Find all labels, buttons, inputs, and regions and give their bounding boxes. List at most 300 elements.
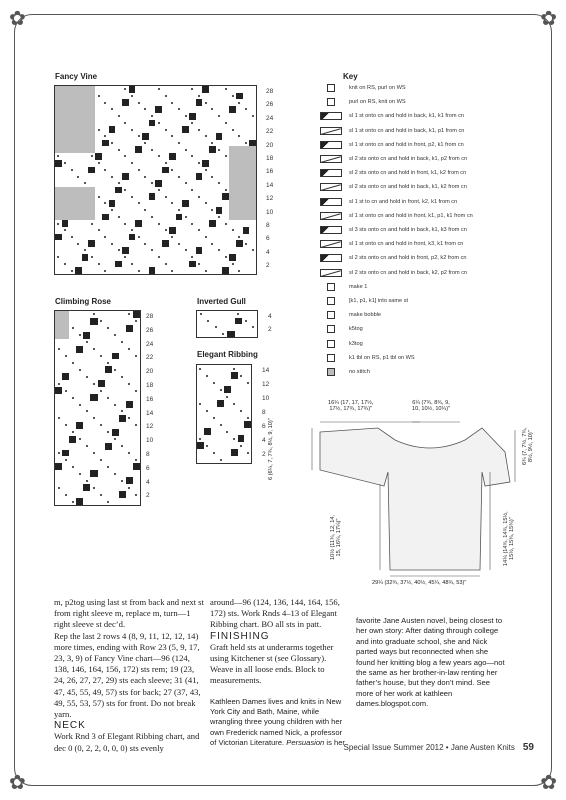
chart-cell: [224, 393, 231, 400]
chart-cell: [249, 240, 256, 247]
chart-cell: [133, 470, 140, 477]
chart-cell: [229, 106, 236, 113]
chart-cell: [76, 422, 83, 429]
chart-cell: [236, 160, 243, 167]
chart-cell: [135, 200, 142, 207]
chart-cell: [176, 220, 183, 227]
chart-cell: [216, 93, 223, 100]
chart-cell: [102, 247, 109, 254]
chart-cell: [95, 160, 102, 167]
author-bio: [210, 697, 348, 749]
key-label: sl 1 st to cn and hold in front, k2, k1 from cn: [349, 198, 458, 205]
elegant-ribbing-chart: [196, 364, 252, 464]
chart-cell: [88, 214, 95, 221]
chart-cell: [176, 167, 183, 174]
chart-cell: [229, 173, 236, 180]
chart-cell: [62, 359, 69, 366]
chart-cell: [98, 436, 105, 443]
chart-cell: [109, 247, 116, 254]
chart-cell: [109, 153, 116, 160]
chart-cell: [142, 220, 149, 227]
chart-cell: [229, 99, 236, 106]
chart-cell: [149, 126, 156, 133]
chart-cell: [182, 247, 189, 254]
chart-cell: [243, 126, 250, 133]
chart-cell: [69, 463, 76, 470]
chart-cell: [126, 429, 133, 436]
chart-cell: [229, 234, 236, 241]
chart-cell: [169, 200, 176, 207]
key-label: sl 2 sts onto cn and hold in front, k1, k2 from cn: [349, 170, 467, 177]
chart-cell: [216, 120, 223, 127]
chart-cell: [176, 160, 183, 167]
chart-cell: [75, 200, 82, 207]
chart-cell: [243, 214, 250, 221]
chart-cell: [88, 86, 95, 93]
chart-cell: [115, 234, 122, 241]
chart-cell: [224, 414, 231, 421]
chart-cell: [115, 167, 122, 174]
chart-cell: [155, 86, 162, 93]
chart-cell: [189, 261, 196, 268]
chart-cell: [88, 220, 95, 227]
key-label: sl 1 st onto cn and hold in front, k1, p1, k1 from cn: [349, 212, 473, 219]
chart-cell: [238, 372, 245, 379]
chart-cell: [182, 146, 189, 153]
chart-cell: [243, 187, 250, 194]
chart-cell: [105, 470, 112, 477]
chart-cell: [209, 227, 216, 234]
chart-cell: [95, 173, 102, 180]
chart-cell: [105, 373, 112, 380]
chart-cell: [122, 167, 129, 174]
chart-cell: [135, 133, 142, 140]
chart-cell: [169, 106, 176, 113]
chart-cell: [115, 153, 122, 160]
chart-cell: [189, 106, 196, 113]
chart-cell: [109, 180, 116, 187]
chart-cell: [243, 180, 250, 187]
key-label: sl 2 sts onto cn and hold in back, k2, p2 from cn: [349, 269, 468, 276]
key-title: Key: [343, 72, 358, 81]
schematic-bottom: 29¼ (32¾, 37½, 40½, 45¼, 48¾, 53)": [372, 580, 467, 586]
chart-cell: [182, 200, 189, 207]
chart-cell: [62, 373, 69, 380]
key-label: purl on RS, knit on WS: [349, 99, 406, 106]
chart-cell: [82, 106, 89, 113]
chart-cell: [229, 240, 236, 247]
chart-cell: [115, 261, 122, 268]
chart-cell: [119, 415, 126, 422]
chart-cell: [126, 443, 133, 450]
chart-cell: [82, 93, 89, 100]
chart-cell: [119, 450, 126, 457]
chart-cell: [62, 380, 69, 387]
chart-cell: [189, 133, 196, 140]
chart-cell: [55, 173, 62, 180]
chart-cell: [176, 267, 183, 274]
chart-cell: [249, 93, 256, 100]
chart-cell: [236, 106, 243, 113]
chart-cell: [244, 414, 251, 421]
chart-cell: [202, 220, 209, 227]
chart-cell: [238, 400, 245, 407]
chart-cell: [112, 346, 119, 353]
bio-text-end: is her: [324, 738, 345, 748]
chart-cell: [162, 220, 169, 227]
chart-cell: [82, 99, 89, 106]
chart-cell: [142, 120, 149, 127]
row-number: 4: [266, 248, 270, 256]
row-number: 12: [146, 423, 154, 431]
chart-cell: [119, 359, 126, 366]
chart-cell: [243, 254, 250, 261]
chart-cell: [204, 414, 211, 421]
chart-cell: [126, 339, 133, 346]
chart-cell: [169, 214, 176, 221]
chart-cell: [244, 442, 251, 449]
chart-cell: [229, 187, 236, 194]
chart-cell: [90, 498, 97, 505]
chart-cell: [62, 261, 69, 268]
chart-cell: [112, 325, 119, 332]
chart-cell: [88, 247, 95, 254]
chart-cell: [105, 387, 112, 394]
chart-cell: [236, 153, 243, 160]
chart-cell: [224, 421, 231, 428]
key-label: sl 2 sts onto cn and hold in back, k1, p2 from cn: [349, 156, 468, 162]
chart-cell: [119, 311, 126, 318]
row-number: 28: [266, 88, 274, 95]
chart-cell: [196, 173, 203, 180]
chart-cell: [122, 200, 129, 207]
chart-cell: [155, 146, 162, 153]
chart-cell: [224, 407, 231, 414]
chart-cell: [122, 240, 129, 247]
chart-cell: [162, 214, 169, 221]
chart-cell: [133, 366, 140, 373]
chart-cell: [76, 415, 83, 422]
chart-cell: [222, 187, 229, 194]
chart-cell: [83, 394, 90, 401]
chart-cell: [209, 214, 216, 221]
chart-cell: [155, 120, 162, 127]
chart-cell: [189, 193, 196, 200]
chart-cell: [169, 99, 176, 106]
chart-cell: [62, 126, 69, 133]
chart-cell: [115, 160, 122, 167]
chart-cell: [155, 126, 162, 133]
chart-cell: [243, 247, 250, 254]
chart-cell: [105, 401, 112, 408]
chart-cell: [119, 318, 126, 325]
key-symbol-icon: [327, 340, 335, 348]
chart-cell: [68, 220, 75, 227]
row-number: 12: [266, 195, 274, 203]
key-item: [320, 155, 467, 163]
corner-ornament: ✿: [9, 6, 26, 30]
schematic-label: [412, 400, 450, 412]
chart-cell: [176, 106, 183, 113]
row-number: 6: [262, 423, 266, 430]
chart-cell: [62, 332, 69, 339]
chart-cell: [197, 449, 204, 456]
chart-cell: [176, 247, 183, 254]
key-label: sl 1 st onto cn and hold in front, k3, k1 from cn: [349, 241, 464, 248]
chart-cell: [69, 429, 76, 436]
chart-cell: [222, 93, 229, 100]
chart-cell: [155, 93, 162, 100]
chart-cell: [176, 187, 183, 194]
chart-cell: [126, 394, 133, 401]
chart-cell: [189, 220, 196, 227]
chart-cell: [122, 227, 129, 234]
chart-cell: [98, 380, 105, 387]
chart-cell: [224, 442, 231, 449]
chart-cell: [69, 394, 76, 401]
chart-cell: [162, 227, 169, 234]
chart-cell: [169, 93, 176, 100]
chart-cell: [162, 113, 169, 120]
chart-cell: [105, 443, 112, 450]
chart-cell: [88, 200, 95, 207]
key-symbol-icon: [327, 354, 335, 362]
chart-cell: [62, 353, 69, 360]
chart-cell: [224, 400, 231, 407]
chart-cell: [243, 193, 250, 200]
chart-cell: [98, 408, 105, 415]
chart-cell: [122, 180, 129, 187]
chart-cell: [142, 254, 149, 261]
chart-cell: [68, 160, 75, 167]
chart-cell: [216, 167, 223, 174]
chart-cell: [135, 126, 142, 133]
chart-cell: [75, 153, 82, 160]
chart-cell: [169, 220, 176, 227]
chart-cell: [75, 240, 82, 247]
footer-text: Special Issue Summer 2012 • Jane Austen Knits: [343, 743, 515, 752]
chart-cell: [243, 167, 250, 174]
chart-cell: [109, 140, 116, 147]
chart-cell: [98, 498, 105, 505]
chart-cell: [162, 254, 169, 261]
chart-cell: [115, 113, 122, 120]
chart-cell: [115, 240, 122, 247]
chart-cell: [55, 153, 62, 160]
key-label: k5tog: [349, 326, 363, 333]
row-number: 28: [146, 313, 154, 320]
chart-cell: [244, 365, 251, 372]
chart-cell: [236, 120, 243, 127]
chart-cell: [149, 99, 156, 106]
chart-cell: [133, 498, 140, 505]
chart-cell: [182, 214, 189, 221]
chart-cell: [82, 214, 89, 221]
chart-cell: [76, 408, 83, 415]
chart-cell: [126, 470, 133, 477]
chart-cell: [102, 267, 109, 274]
chart-cell: [162, 267, 169, 274]
chart-cell: [68, 167, 75, 174]
chart-cell: [109, 267, 116, 274]
row-number: 14: [146, 409, 154, 417]
chart-cell: [119, 463, 126, 470]
key-symbol-icon: [320, 169, 342, 177]
chart-cell: [182, 227, 189, 234]
chart-cell: [209, 120, 216, 127]
chart-cell: [102, 173, 109, 180]
chart-cell: [229, 86, 236, 93]
chart-cell: [155, 227, 162, 234]
chart-cell: [76, 429, 83, 436]
chart-cell: [249, 120, 256, 127]
chart-cell: [129, 160, 136, 167]
chart-cell: [75, 180, 82, 187]
chart-cell: [95, 254, 102, 261]
climbing-rose-chart: [54, 310, 141, 506]
chart-cell: [155, 207, 162, 214]
chart-cell: [119, 498, 126, 505]
chart-cell: [216, 133, 223, 140]
chart-cell: [102, 126, 109, 133]
chart-cell: [149, 106, 156, 113]
chart-cell: [62, 456, 69, 463]
chart-cell: [55, 247, 62, 254]
chart-cell: [119, 380, 126, 387]
chart-cell: [109, 133, 116, 140]
chart-cell: [105, 456, 112, 463]
chart-cell: [68, 261, 75, 268]
chart-cell: [90, 436, 97, 443]
chart-cell: [142, 207, 149, 214]
chart-cell: [122, 234, 129, 241]
chart-cell: [68, 234, 75, 241]
chart-cell: [76, 463, 83, 470]
chart-cell: [62, 247, 69, 254]
row-number: 26: [146, 326, 154, 334]
chart-cell: [69, 470, 76, 477]
chart-cell: [68, 267, 75, 274]
chart-cell: [236, 261, 243, 268]
chart-cell: [155, 160, 162, 167]
chart-cell: [55, 325, 62, 332]
chart-cell: [82, 254, 89, 261]
chart-cell: [244, 421, 251, 428]
chart-cell: [83, 366, 90, 373]
chart-cell: [83, 491, 90, 498]
chart-cell: [209, 234, 216, 241]
chart-cell: [126, 311, 133, 318]
bio-text: Kathleen Dames lives and knits in New York City and Bath, Maine, while wrangling three young children with her own Frederick named Nick, a professor of Victorian Literature.: [210, 696, 343, 748]
chart-cell: [62, 346, 69, 353]
key-item: [320, 340, 363, 348]
chart-cell: [222, 227, 229, 234]
chart-cell: [162, 133, 169, 140]
chart-cell: [189, 173, 196, 180]
chart-cell: [126, 366, 133, 373]
chart-cell: [90, 415, 97, 422]
chart-cell: [135, 214, 142, 221]
chart-cell: [109, 146, 116, 153]
chart-cell: [149, 207, 156, 214]
chart-cell: [62, 415, 69, 422]
chart-cell: [216, 220, 223, 227]
chart-cell: [204, 393, 211, 400]
chart-cell: [222, 180, 229, 187]
chart-cell: [231, 400, 238, 407]
chart-cell: [55, 193, 62, 200]
chart-cell: [202, 193, 209, 200]
chart-cell: [217, 400, 224, 407]
chart-cell: [202, 160, 209, 167]
chart-cell: [102, 160, 109, 167]
chart-cell: [155, 254, 162, 261]
chart-cell: [90, 491, 97, 498]
chart-cell: [189, 227, 196, 234]
chart-cell: [243, 234, 250, 241]
chart-cell: [115, 267, 122, 274]
chart-cell: [238, 386, 245, 393]
chart-cell: [98, 443, 105, 450]
schematic-right-body: 14¼ (14¾, 14¾, 15½, 15½, 15¾, 15¾)": [503, 511, 515, 566]
chart-cell: [176, 126, 183, 133]
chart-cell: [216, 200, 223, 207]
chart-cell: [126, 408, 133, 415]
chart-cell: [197, 414, 204, 421]
chart-cell: [236, 140, 243, 147]
chart-cell: [133, 415, 140, 422]
chart-cell: [196, 86, 203, 93]
chart-cell: [88, 93, 95, 100]
chart-cell: [133, 429, 140, 436]
chart-cell: [126, 484, 133, 491]
chart-cell: [135, 106, 142, 113]
chart-cell: [88, 146, 95, 153]
chart-cell: [162, 261, 169, 268]
chart-cell: [119, 332, 126, 339]
chart-cell: [98, 456, 105, 463]
chart-cell: [76, 456, 83, 463]
row-number: 4: [146, 478, 150, 486]
chart-cell: [236, 86, 243, 93]
text-column-3: [356, 616, 506, 710]
chart-cell: [129, 234, 136, 241]
chart-cell: [249, 160, 256, 167]
chart-cell: [88, 99, 95, 106]
chart-cell: [149, 153, 156, 160]
chart-cell: [55, 346, 62, 353]
chart-cell: [82, 200, 89, 207]
chart-cell: [68, 106, 75, 113]
chart-cell: [149, 120, 156, 127]
chart-cell: [155, 240, 162, 247]
chart-cell: [229, 193, 236, 200]
key-symbol-icon: [327, 84, 335, 92]
chart-cell: [102, 86, 109, 93]
chart-cell: [189, 120, 196, 127]
chart-cell: [204, 449, 211, 456]
chart-cell: [119, 401, 126, 408]
chart-cell: [182, 193, 189, 200]
chart-cell: [249, 153, 256, 160]
chart-cell: [222, 167, 229, 174]
chart-cell: [202, 106, 209, 113]
chart-cell: [83, 339, 90, 346]
chart-cell: [112, 498, 119, 505]
chart-cell: [236, 214, 243, 221]
chart-cell: [90, 463, 97, 470]
chart-cell: [55, 106, 62, 113]
